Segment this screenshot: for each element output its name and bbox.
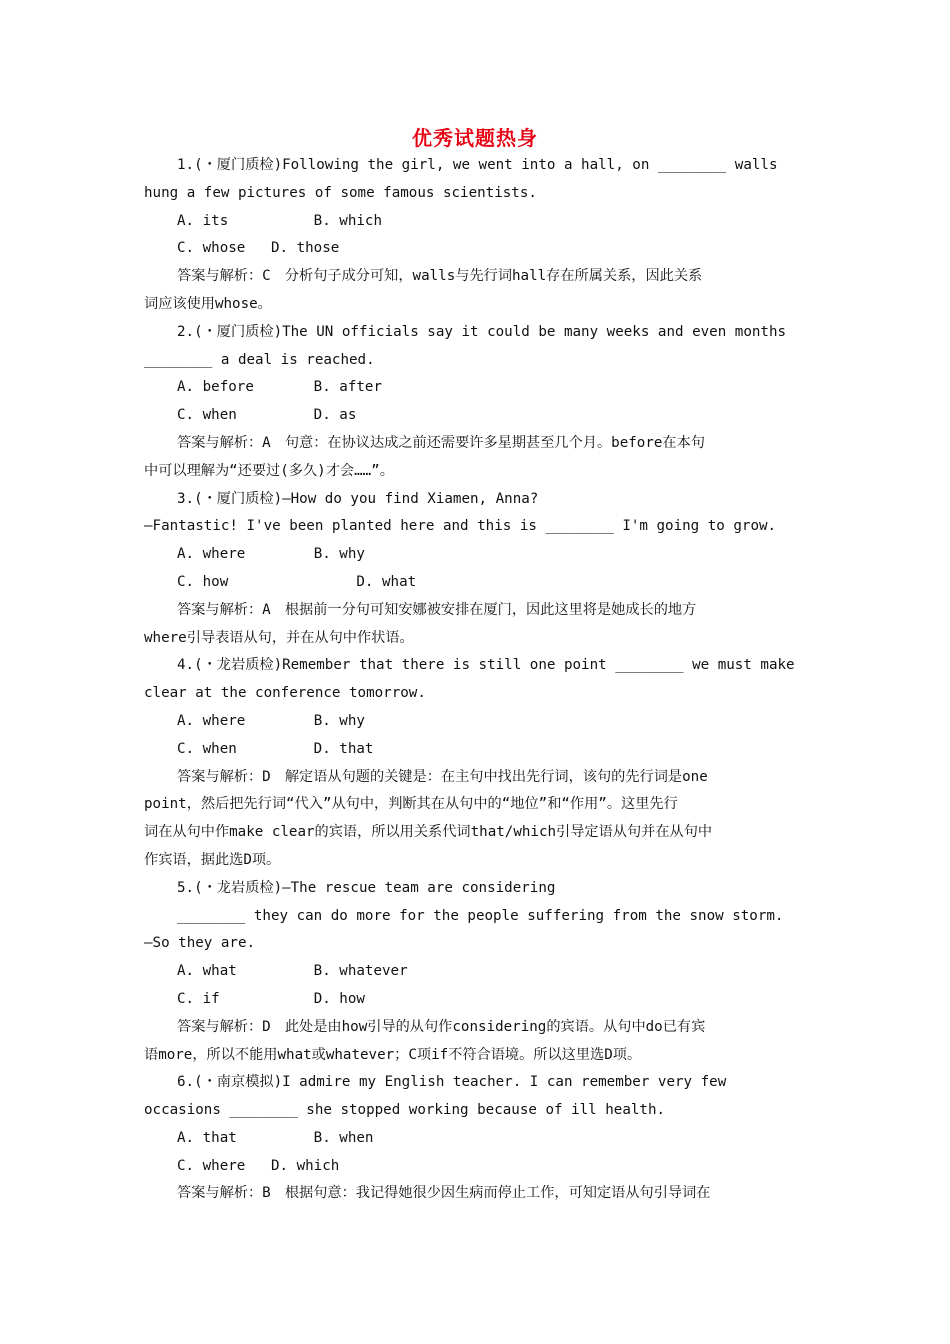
option-c: C. when (177, 740, 237, 757)
option-b: B. when (313, 1129, 374, 1146)
option-a: A. that (177, 1129, 237, 1146)
option-a: A. its (177, 212, 229, 229)
question-4-options-row2 (144, 736, 806, 764)
option-c: C. where (177, 1157, 246, 1174)
question-5-options-row2 (144, 986, 806, 1014)
question-4-stem-cont: clear at the conference tomorrow. (144, 685, 426, 702)
option-d: D. that (313, 740, 374, 757)
question-6-options-row2 (144, 1153, 806, 1181)
question-3-options-row1 (144, 541, 806, 569)
option-a: A. before (177, 379, 254, 396)
option-d: D. as (313, 407, 357, 424)
option-b: B. whatever (313, 963, 408, 980)
question-3-answer-cont: where引导表语从句，并在从句中作状语。 (144, 629, 414, 646)
question-5-stem: 5.(・龙岩质检)—The rescue team are considering (177, 879, 556, 896)
question-4-stem: 4.(・龙岩质检)Remember that there is still one point ________ we must make (177, 657, 795, 674)
question-6-options-row1 (144, 1125, 806, 1153)
option-b: B. why (313, 712, 365, 729)
question-5-answer: 答案与解析：D 此处是由how引导的从句作considering的宾语。从句中do已有宾 (177, 1018, 706, 1035)
option-c: C. when (177, 407, 237, 424)
question-4-answer: 答案与解析：D 解定语从句题的关键是：在主句中找出先行词，该句的先行词是one (177, 768, 708, 785)
question-5-reply: —So they are. (144, 935, 256, 952)
option-c: C. if (177, 990, 220, 1007)
option-d: D. those (270, 240, 340, 257)
question-4-answer-cont-2: 词在从句中作make clear的宾语，所以用关系代词that/which引导定语从句并在从句中 (144, 824, 713, 841)
question-6-answer: 答案与解析：B 根据句意：我记得她很少因生病而停止工作，可知定语从句引导词在 (177, 1185, 711, 1202)
question-3-stem-cont: —Fantastic! I've been planted here and this is ________ I'm going to grow. (144, 518, 777, 535)
option-a: A. what (177, 963, 237, 980)
question-6-stem-cont: occasions ________ she stopped working because of ill health. (144, 1102, 666, 1119)
option-d: D. what (356, 573, 417, 590)
option-b: B. which (313, 212, 383, 229)
question-6-stem: 6.(・南京模拟)I admire my English teacher. I can remember very few (177, 1074, 727, 1091)
question-2-options-row2 (144, 402, 806, 430)
option-b: B. why (313, 546, 365, 563)
question-3-stem: 3.(・厦门质检)—How do you find Xiamen, Anna? (177, 490, 539, 507)
question-3-options-row2 (144, 569, 806, 597)
question-1-answer: 答案与解析：C 分析句子成分可知，walls与先行词hall存在所属关系，因此关系 (177, 268, 703, 285)
question-2-stem: 2.(・厦门质检)The UN officials say it could be many weeks and even months (177, 323, 787, 340)
question-1-options-row2 (144, 235, 806, 263)
question-1-stem: 1.(・厦门质检)Following the girl, we went into a hall, on ________ walls (177, 157, 778, 173)
question-5-stem-cont: ________ they can do more for the people suffering from the snow storm. (177, 907, 784, 924)
question-2-answer: 答案与解析：A 句意：在协议达成之前还需要许多星期甚至几个月。before在本句 (177, 434, 705, 451)
question-1-answer-cont: 词应该使用whose。 (144, 295, 272, 312)
question-4-options-row1 (144, 708, 806, 736)
question-5-options-row1 (144, 958, 806, 986)
question-3-answer: 答案与解析：A 根据前一分句可知安娜被安排在厦门，因此这里将是她成长的地方 (177, 601, 697, 618)
option-a: A. where (177, 546, 246, 563)
question-2-options-row1 (144, 374, 806, 402)
option-c: C. whose (177, 240, 246, 257)
option-d: D. how (313, 990, 365, 1007)
question-2-answer-cont: 中可以理解为“还要过(多久)才会……”。 (144, 462, 394, 479)
question-4-answer-cont: point，然后把先行词“代入”从句中，判断其在从句中的“地位”和“作用”。这里先行 (144, 796, 678, 813)
option-b: B. after (313, 379, 383, 396)
option-a: A. where (177, 712, 246, 729)
page-title: 优秀试题热身 (412, 126, 538, 150)
option-c: C. how (177, 573, 229, 590)
question-4-answer-cont-3: 作宾语，据此选D项。 (144, 851, 281, 868)
question-2-stem-cont: ________ a deal is reached. (144, 351, 375, 368)
option-d: D. which (270, 1157, 340, 1174)
question-5-answer-cont: 语more，所以不能用what或whatever；C项if不符合语境。所以这里选D项。 (144, 1046, 642, 1063)
question-1-options-row1 (144, 208, 806, 236)
question-1-stem-cont: hung a few pictures of some famous scientists. (144, 184, 537, 201)
question-list (144, 152, 806, 1208)
